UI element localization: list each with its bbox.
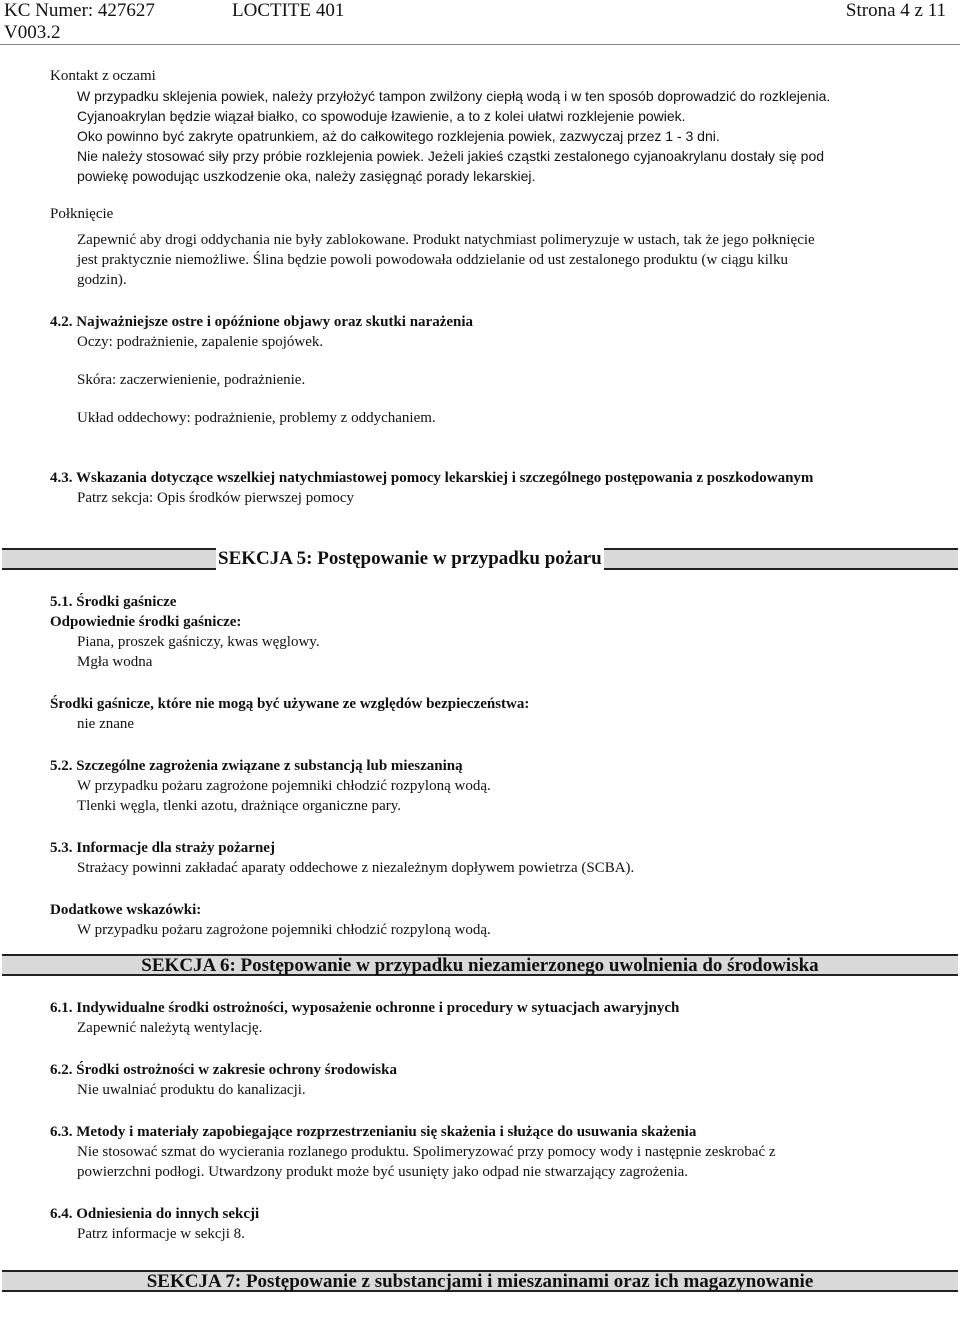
s53-heading: 5.3. Informacje dla straży pożarnej [50,840,275,856]
kc-number: KC Numer: 427627 [4,0,155,21]
eye-line-1: W przypadku sklejenia powiek, należy przyłożyć tampon zwilżony ciepłą wodą i w ten sposób doprowadzić do rozklejenia. [77,88,831,104]
s42-resp: Układ oddechowy: podrażnienie, problemy z oddychaniem. [77,410,436,426]
s52-heading: 5.2. Szczególne zagrożenia związane z substancją lub mieszaniną [50,758,463,774]
eye-contact-text [50,86,940,186]
section-5-title: SEKCJA 5: Postępowanie w przypadku pożaru [218,548,602,569]
section-7-title: SEKCJA 7: Postępowanie z substancjami i mieszaninami oraz ich magazynowanie [146,1271,814,1292]
suitable-1: Piana, proszek gaśniczy, kwas węglowy. [77,634,320,650]
section-7-bar [2,1270,958,1292]
eye-contact-heading: Kontakt z oczami [50,68,156,84]
product-name: LOCTITE 401 [232,0,345,21]
unsuitable-text: nie znane [77,716,135,732]
s64-heading: 6.4. Odniesienia do innych sekcji [50,1206,260,1222]
header-rule [0,44,960,45]
s52-line-1: W przypadku pożaru zagrożone pojemniki chłodzić rozpyloną wodą. [77,778,491,794]
s43-text: Patrz sekcja: Opis środków pierwszej pomocy [77,490,355,506]
s63-line-1: Nie stosować szmat do wycierania rozlanego produktu. Spolimeryzować przy pomocy wody i następnie zeskrobać z [77,1144,776,1160]
section-5-bar [2,548,958,570]
section-6-bar [2,954,958,976]
s63-line-2: powierzchni podłogi. Utwardzony produkt może być usunięty jako odpad nie stwarzający zagrożenia. [77,1164,689,1180]
s61-text: Zapewnić należytą wentylację. [77,1020,263,1036]
s63-heading: 6.3. Metody i materiały zapobiegające rozprzestrzenianiu się skażenia i służące do usuwania skażenia [50,1124,697,1140]
s42-skin: Skóra: zaczerwienienie, podrażnienie. [77,372,306,388]
suitable-heading: Odpowiednie środki gaśnicze: [50,614,242,630]
swallow-line-2: jest praktycznie niemożliwe. Ślina będzie powoli powodowała oddzielanie od ust zestalonego produktu (w ciągu kilku [77,252,789,268]
section-6-title: SEKCJA 6: Postępowanie w przypadku niezamierzonego uwolnienia do środowiska [141,955,819,976]
s42-heading: 4.2. Najważniejsze ostre i opóźnione objawy oraz skutki narażenia [50,314,474,330]
s43-heading: 4.3. Wskazania dotyczące wszelkiej natychmiastowej pomocy lekarskiej i szczególnego postępowania z poszkodowanym [50,470,814,486]
s42-text [50,332,940,428]
s62-text: Nie uwalniać produktu do kanalizacji. [77,1082,306,1098]
eye-line-5: powiekę powodując uszkodzenie oka, należy zasięgnąć porady lekarskiej. [77,168,536,184]
swallow-line-3: godzin). [77,272,127,288]
swallow-text [50,230,940,290]
extra-heading: Dodatkowe wskazówki: [50,902,202,918]
s53-text: Strażacy powinni zakładać aparaty oddechowe z niezależnym dopływem powietrza (SCBA). [77,860,635,876]
unsuitable-heading: Środki gaśnicze, które nie mogą być używane ze względów bezpieczeństwa: [50,696,530,712]
eye-line-4: Nie należy stosować siły przy próbie rozklejenia powiek. Jeżeli jakieś cząstki zestalonego cyjanoakrylanu dostały się pod [77,148,825,164]
s61-heading: 6.1. Indywidualne środki ostrożności, wyposażenie ochronne i procedury w sytuacjach awaryjnych [50,1000,680,1016]
suitable-2: Mgła wodna [77,654,153,670]
s62-heading: 6.2. Środki ostrożności w zakresie ochrony środowiska [50,1062,397,1078]
swallow-heading: Połknięcie [50,206,114,222]
page-header [0,0,960,46]
s42-eyes: Oczy: podrażnienie, zapalenie spojówek. [77,334,324,350]
eye-line-3: Oko powinno być zakryte opatrunkiem, aż do całkowitego rozklejenia powiek, zazwyczaj przez 1 - 3 dni. [77,128,720,144]
s52-line-2: Tlenki węgla, tlenki azotu, drażniące organiczne pary. [77,798,402,814]
extra-text: W przypadku pożaru zagrożone pojemniki chłodzić rozpyloną wodą. [77,922,491,938]
document-body [50,66,940,1292]
eye-line-2: Cyjanoakrylan będzie wiązał białko, co spowoduje łzawienie, a to z kolei ułatwi rozklejenie powiek. [77,108,686,124]
swallow-line-1: Zapewnić aby drogi oddychania nie były zablokowane. Produkt natychmiast polimeryzuje w ustach, tak że jego połknięcie [77,232,815,248]
s51-heading: 5.1. Środki gaśnicze [50,594,177,610]
page-number: Strona 4 z 11 [845,0,946,21]
s64-text: Patrz informacje w sekcji 8. [77,1226,245,1242]
version: V003.2 [4,22,61,43]
